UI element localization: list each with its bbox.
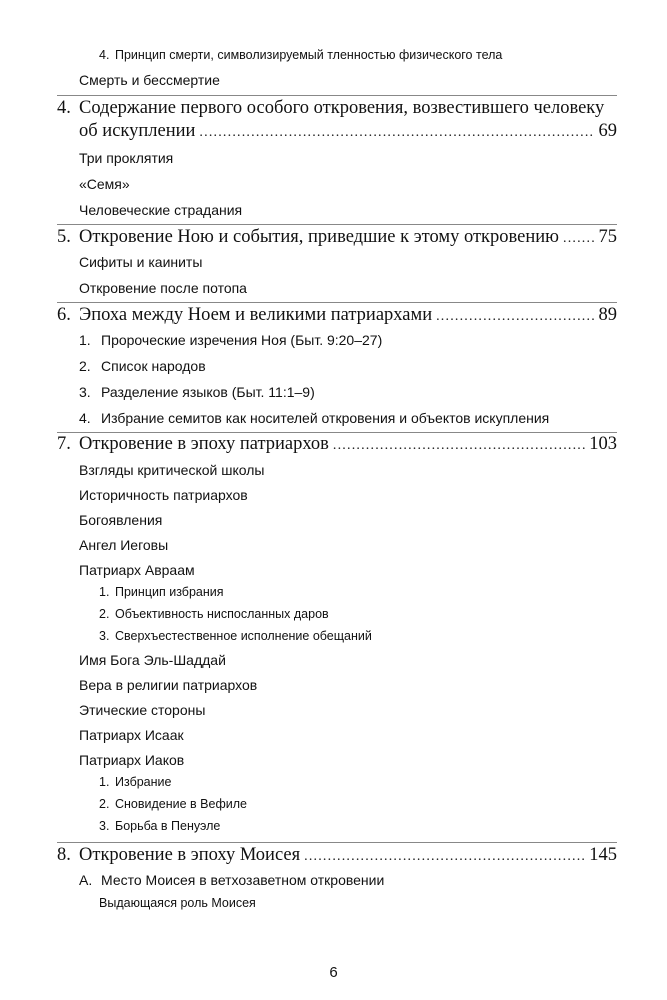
page-ref: 69 [598, 121, 617, 141]
toc-subheading: Патриарх Авраам [79, 562, 195, 578]
toc-item: 4. Принцип смерти, символизируемый тленностью физического тела [99, 48, 503, 62]
toc-subheading: Имя Бога Эль-Шаддай [79, 652, 226, 668]
page-ref: 103 [589, 434, 617, 454]
page-ref: 89 [598, 305, 617, 325]
leader-dots [436, 309, 594, 325]
toc-item: 3. Разделение языков (Быт. 11:1–9) [79, 384, 315, 400]
toc-item: 1. Избрание [99, 775, 172, 789]
chapter-4-heading: 4. Содержание первого особого откровения, возвестившего человеку [57, 98, 605, 118]
toc-subheading: Богоявления [79, 512, 163, 528]
toc-item: 2. Объективность ниспосланных даров [99, 607, 329, 621]
page-ref: 75 [598, 227, 617, 247]
divider [57, 302, 617, 303]
toc-item: 1. Принцип избрания [99, 585, 224, 599]
leader-dots [304, 849, 585, 865]
chapter-8-heading: 8. Откровение в эпоху Моисея ..... 145 [57, 845, 617, 866]
toc-subheading: Вера в религии патриархов [79, 677, 258, 693]
toc-item: 1. Пророческие изречения Ноя (Быт. 9:20–27) [79, 332, 383, 348]
toc-item: 3. Борьба в Пенуэле [99, 819, 221, 833]
toc-item: 4. Избрание семитов как носителей откровения и объектов искупления [79, 410, 550, 426]
divider [57, 432, 617, 433]
toc-item: 2. Список народов [79, 358, 206, 374]
toc-subheading: Патриарх Исаак [79, 727, 184, 743]
chapter-5-heading: 5. Откровение Ною и события, приведшие к этому откровению ..... 75 [57, 227, 617, 248]
toc-subheading: Патриарх Иаков [79, 752, 185, 768]
divider [57, 95, 617, 96]
toc-subheading: Выдающаяся роль Моисея [99, 896, 256, 910]
chapter-7-heading: 7. Откровение в эпоху патриархов ..... 103 [57, 434, 617, 455]
toc-subheading: Этические стороны [79, 702, 206, 718]
toc-item: 2. Сновидение в Вефиле [99, 797, 247, 811]
toc-subheading: Откровение после потопа [79, 280, 247, 296]
chapter-6-heading: 6. Эпоха между Ноем и великими патриархами ..... 89 [57, 305, 617, 326]
page-ref: 145 [589, 845, 617, 865]
toc-subheading: «Семя» [79, 176, 130, 192]
toc-subheading: Ангел Иеговы [79, 537, 169, 553]
divider [57, 842, 617, 843]
toc-subheading: Три проклятия [79, 150, 174, 166]
toc-subheading: Взгляды критической школы [79, 462, 265, 478]
toc-subheading: Человеческие страдания [79, 202, 243, 218]
toc-item: 3. Сверхъестественное исполнение обещаний [99, 629, 372, 643]
leader-dots [199, 125, 594, 141]
toc-subheading: Сифиты и каиниты [79, 254, 203, 270]
toc-subheading: Смерть и бессмертие [79, 72, 220, 88]
chapter-4-heading-cont: об искуплении ..... 69 [79, 121, 617, 142]
divider [57, 224, 617, 225]
toc-section: A. Место Моисея в ветхозаветном откровении [79, 872, 385, 888]
toc-subheading: Историчность патриархов [79, 487, 248, 503]
page-number: 6 [329, 964, 338, 981]
leader-dots [563, 231, 595, 247]
leader-dots [333, 438, 585, 454]
